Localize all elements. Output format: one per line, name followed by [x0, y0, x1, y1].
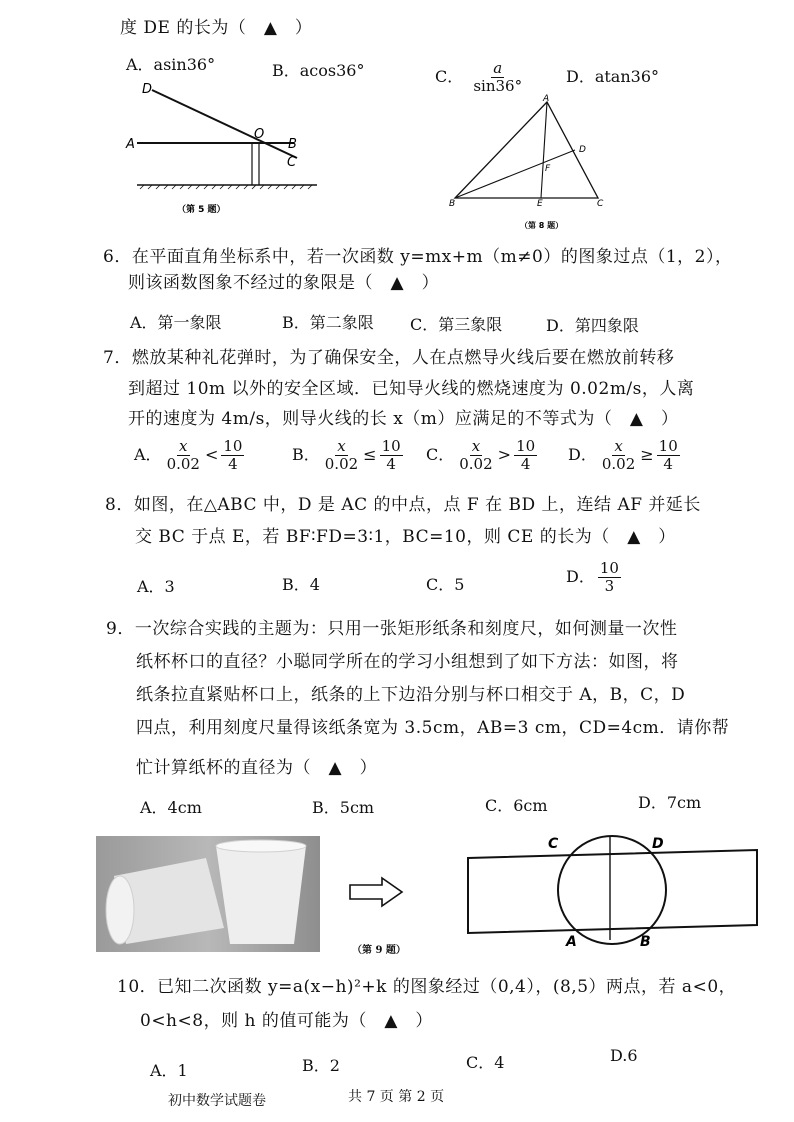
- q7-option-c: [426, 438, 540, 473]
- footer-title: 初中数学试题卷: [168, 1093, 266, 1109]
- label-c: C: [597, 199, 604, 209]
- label-d: D: [579, 145, 586, 155]
- label-b: B: [288, 137, 297, 152]
- q7-option-b-op: ≤: [363, 445, 377, 464]
- q6-option-b: B．第二象限: [282, 313, 374, 332]
- q7-option-c-op: >: [497, 445, 512, 464]
- q9-figure: [462, 830, 762, 952]
- q8-option-b: B．4: [282, 575, 320, 594]
- q7-option-c-rhs: [514, 438, 537, 473]
- q10-line1: 10．已知二次函数 y=a(x−h)²+k 的图象经过（0,4），(8,5）两点，若 a<0，: [117, 977, 737, 997]
- q7-option-a-op: <: [204, 445, 219, 464]
- q7-line1: 7．燃放某种礼花弹时，为了确保安全，人在点燃导火线后要在燃放前转移: [103, 348, 675, 368]
- right-arrow-icon: [348, 876, 406, 908]
- standing-cup: [216, 840, 306, 944]
- q7-option-b-lhs: [323, 438, 360, 473]
- q9-option-c: C．6cm: [485, 796, 548, 815]
- q7-option-d-den: 0.02: [601, 455, 636, 473]
- q9-line4: 四点，利用刻度尺量得该纸条宽为 3.5cm，AB=3 cm，CD=4cm．请你帮: [136, 718, 730, 738]
- q9-line5: 忙计算纸杯的直径为（ ▲ ）: [136, 758, 378, 778]
- q5-option-b: B．acos36°: [272, 61, 365, 80]
- q5-figure: [122, 80, 322, 220]
- q8-line2: 交 BC 于点 E，若 BF∶FD=3∶1，BC=10，则 CE 的长为（ ▲ ）: [135, 527, 676, 547]
- label-e: E: [537, 199, 543, 209]
- q7-option-b-rhs: [380, 438, 403, 473]
- q8-line1: 8．如图，在△ABC 中，D 是 AC 的中点，点 F 在 BD 上，连结 AF 并延长: [105, 495, 701, 515]
- q8-option-d-fraction: [598, 560, 621, 595]
- q9-line3: 纸条拉直紧贴杯口上，纸条的上下边沿分别与杯口相交于 A，B，C，D: [136, 685, 686, 705]
- q7-option-d-num: x: [614, 437, 623, 455]
- q7-option-b-den2: 4: [386, 455, 396, 473]
- label-a: A: [126, 137, 135, 152]
- q7-option-c-num2: 10: [516, 437, 536, 455]
- label-b: B: [449, 199, 456, 209]
- q7-option-c-num: x: [471, 437, 481, 455]
- q7-option-d-lhs: [600, 438, 637, 473]
- q5-figure-caption: （第 5 题）: [177, 205, 226, 215]
- q10-option-c: C．4: [466, 1053, 505, 1072]
- segment-ae: [541, 102, 547, 198]
- q7-option-d-label: D．: [568, 445, 597, 464]
- segment-bd: [455, 150, 575, 198]
- q7-option-a-label: A．: [134, 445, 162, 464]
- q7-option-b-den: 0.02: [324, 455, 359, 473]
- paper-cup-photo: [96, 836, 320, 952]
- q10-option-b: B．2: [302, 1056, 340, 1075]
- q5-option-d: D．atan36°: [566, 67, 660, 86]
- label-o: O: [254, 127, 265, 142]
- label-f: F: [545, 164, 551, 174]
- q7-option-a-num2: 10: [223, 437, 243, 455]
- q7-option-a-lhs: [165, 438, 202, 473]
- q7-option-b-num2: 10: [381, 437, 401, 455]
- q5-option-a: A．asin36°: [126, 55, 216, 74]
- q7-option-b: [292, 438, 406, 473]
- q7-option-a-den: 0.02: [166, 455, 200, 473]
- q7-option-a-num: x: [179, 437, 188, 455]
- label-a: A: [543, 94, 550, 104]
- q8-option-d-den: 3: [604, 577, 615, 595]
- q6-option-d: D．第四象限: [546, 316, 639, 335]
- q8-option-a: A．3: [137, 577, 175, 596]
- q7-option-d-num2: 10: [658, 437, 678, 455]
- q10-option-a: A．1: [150, 1061, 188, 1080]
- q7-option-d: [568, 438, 683, 473]
- q8-option-d-num: 10: [599, 559, 619, 577]
- q7-option-a-den2: 4: [228, 455, 238, 473]
- q8-option-d-label: D．: [566, 567, 595, 586]
- q5-stem-tail: 度 DE 的长为（ ▲ ）: [120, 18, 313, 38]
- segment-de: [152, 90, 297, 158]
- q10-option-d: D.6: [610, 1046, 638, 1065]
- q8-option-d: [566, 560, 624, 595]
- q6-line1: 6．在平面直角坐标系中，若一次函数 y=mx+m（m≠0）的图象过点（1，2），: [103, 247, 733, 267]
- q7-option-d-rhs: [657, 438, 680, 473]
- q10-line2: 0<h<8，则 h 的值可能为（ ▲ ）: [140, 1011, 433, 1031]
- q9-option-b: B．5cm: [312, 798, 375, 817]
- q9-figure-caption: （第 9 题）: [352, 945, 406, 956]
- q5-option-c-label: C．: [435, 67, 464, 86]
- q5-option-c-den: sin36°: [473, 77, 523, 95]
- label-d: D: [142, 82, 153, 97]
- triangle-abc: [455, 102, 598, 198]
- q7-option-b-label: B．: [292, 445, 320, 464]
- q7-option-c-lhs: [457, 438, 494, 473]
- q7-option-b-num: x: [337, 437, 346, 455]
- q8-figure-caption: （第 8 题）: [520, 221, 564, 230]
- label-c: C: [548, 836, 559, 852]
- footer-page-number: 共 7 页 第 2 页: [348, 1089, 445, 1105]
- q6-option-a: A．第一象限: [130, 313, 222, 332]
- q6-option-c: C．第三象限: [410, 315, 503, 334]
- label-d: D: [652, 836, 664, 852]
- q8-option-c: C．5: [426, 575, 465, 594]
- paper-strip: [468, 850, 757, 933]
- q7-option-a: [134, 438, 247, 473]
- label-c: C: [287, 155, 297, 170]
- label-a: A: [566, 934, 577, 950]
- q7-option-c-den2: 4: [520, 455, 531, 473]
- q7-line2: 到超过 10m 以外的安全区域．已知导火线的燃烧速度为 0.02m/s，人离: [128, 379, 695, 399]
- q7-option-a-rhs: [221, 438, 244, 473]
- q7-option-c-label: C．: [426, 445, 455, 464]
- q9-option-a: A．4cm: [140, 798, 202, 817]
- q7-line3: 开的速度为 4m/s，则导火线的长 x（m）应满足的不等式为（ ▲ ）: [128, 409, 679, 429]
- label-b: B: [640, 934, 651, 950]
- q9-option-d: D．7cm: [638, 793, 702, 812]
- q6-line2: 则该函数图象不经过的象限是（ ▲ ）: [128, 273, 440, 293]
- cup-rim-circle: [558, 836, 666, 944]
- q9-line1: 9．一次综合实践的主题为：只用一张矩形纸条和刻度尺，如何测量一次性: [106, 619, 678, 639]
- q9-line2: 纸杯杯口的直径？小聪同学所在的学习小组想到了如下方法：如图，将: [136, 652, 679, 672]
- q7-option-d-op: ≥: [640, 445, 654, 464]
- q8-figure: [440, 90, 615, 235]
- q7-option-c-den: 0.02: [459, 455, 493, 473]
- q7-option-d-den2: 4: [663, 455, 673, 473]
- q5-option-c-num: a: [493, 59, 503, 77]
